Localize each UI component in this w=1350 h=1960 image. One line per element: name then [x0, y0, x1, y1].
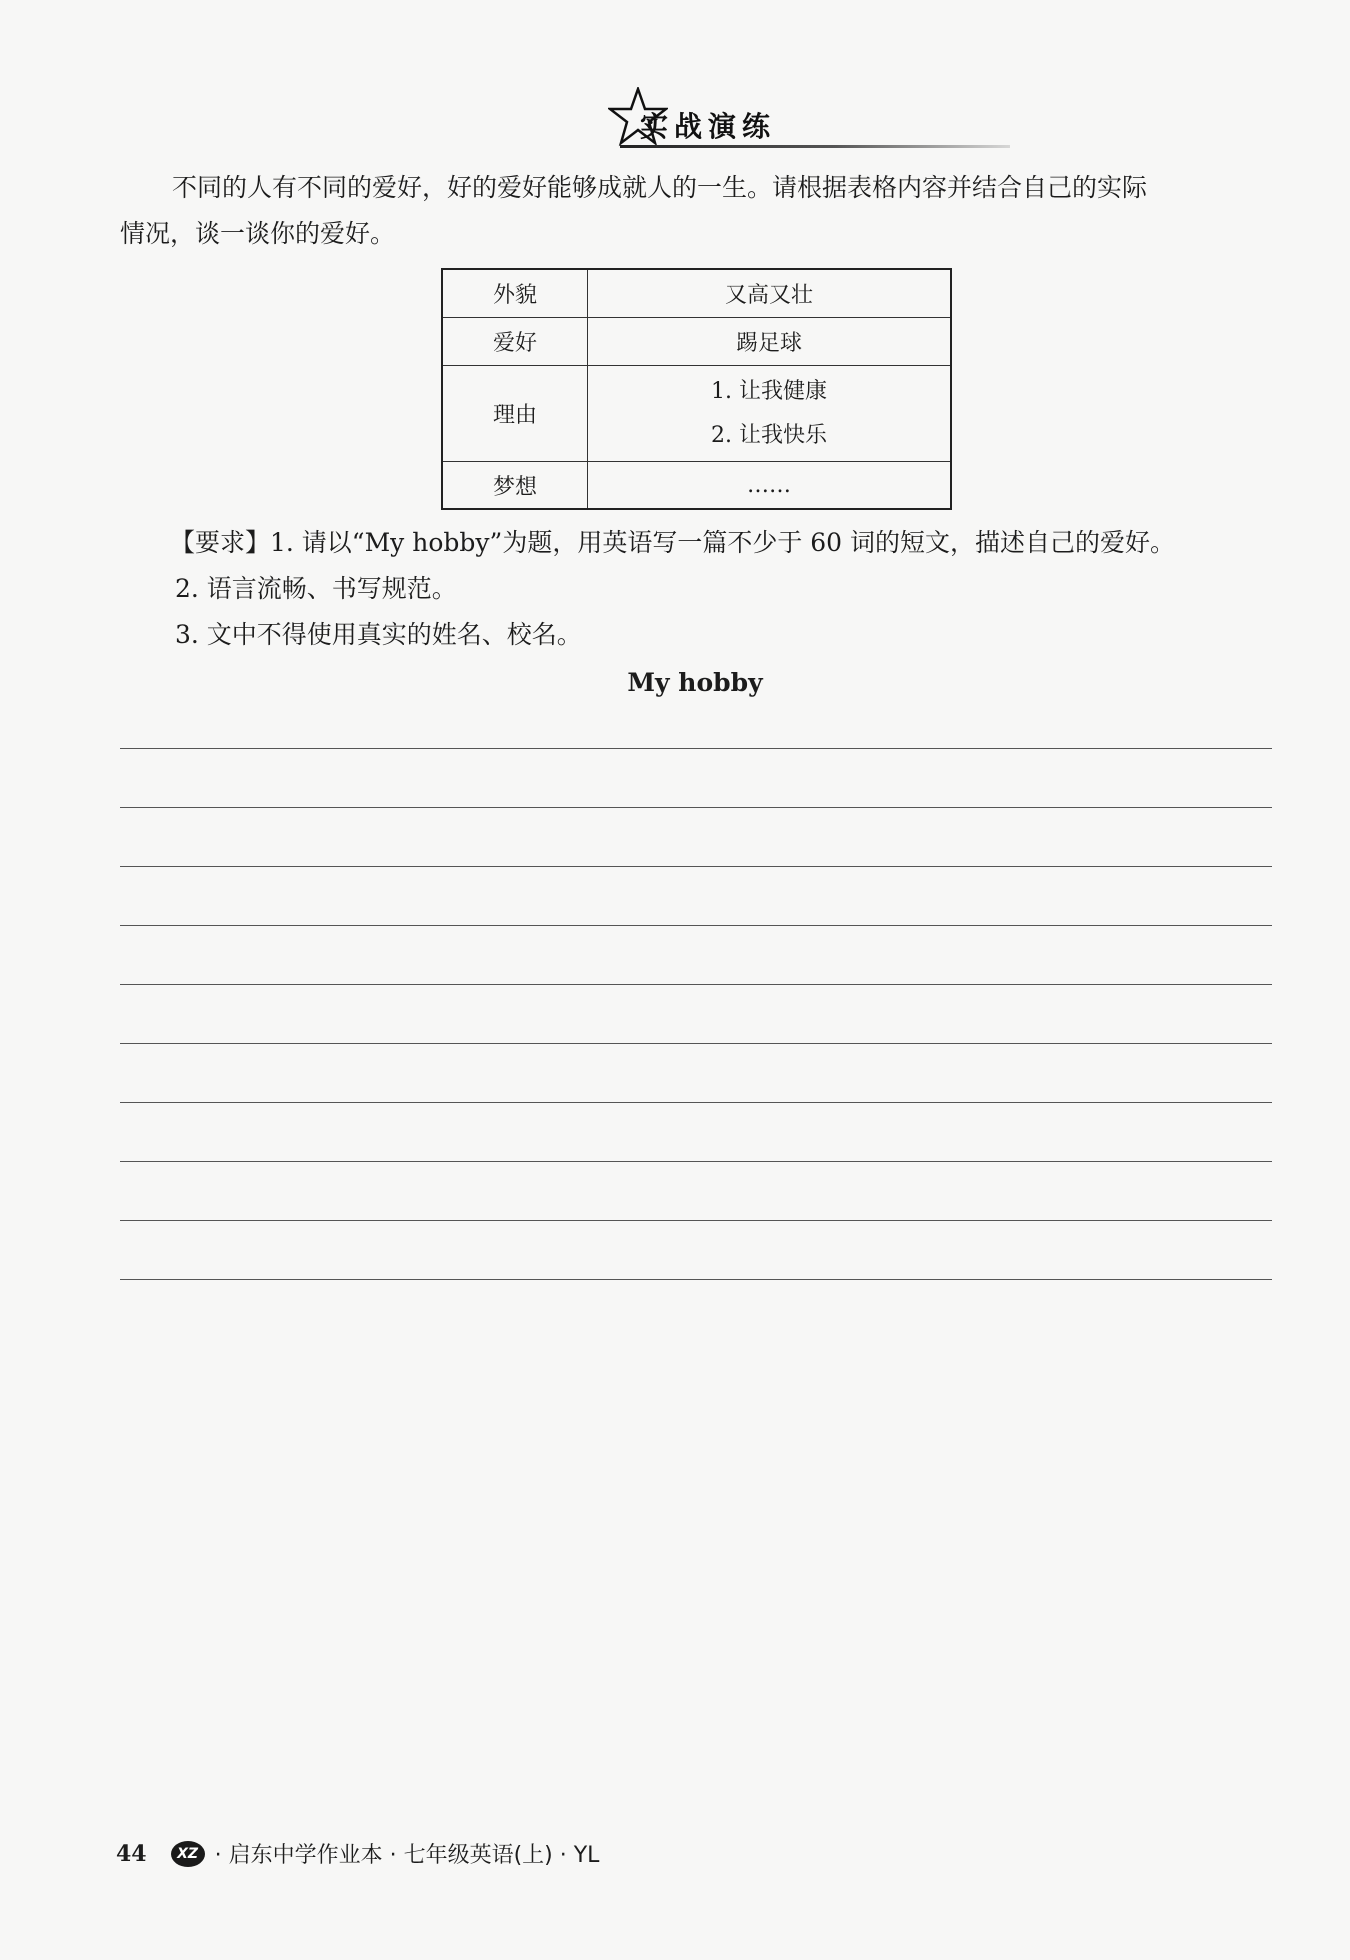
writing-line[interactable]	[120, 1102, 1272, 1103]
requirement-3: 3. 文中不得使用真实的姓名、校名。	[175, 620, 582, 649]
intro-line-1: 不同的人有不同的爱好，好的爱好能够成就人的一生。请根据表格内容并结合自己的实际	[172, 173, 1148, 202]
writing-line[interactable]	[120, 1279, 1272, 1280]
requirement-2: 2. 语言流畅、书写规范。	[175, 574, 457, 603]
intro-line-2: 情况，谈一谈你的爱好。	[120, 219, 396, 248]
writing-line[interactable]	[120, 807, 1272, 808]
intro-text	[120, 165, 1280, 257]
reason-2: 2. 让我快乐	[711, 422, 827, 448]
section-title: 实战演练	[640, 110, 777, 143]
row-label: 理由	[442, 366, 588, 462]
writing-lines[interactable]	[120, 748, 1272, 1338]
row-value-list	[588, 366, 952, 462]
row-label: 爱好	[442, 318, 588, 366]
row-label: 梦想	[442, 462, 588, 510]
requirement-1: 【要求】1. 请以“My hobby”为题，用英语写一篇不少于 60 词的短文，描述自己的爱好。	[170, 528, 1176, 557]
page-footer	[116, 1838, 599, 1869]
writing-line[interactable]	[120, 984, 1272, 985]
writing-line[interactable]	[120, 925, 1272, 926]
row-value: 又高又壮	[588, 269, 952, 318]
row-value: ……	[588, 462, 952, 510]
page-number: 44	[116, 1840, 147, 1867]
writing-line[interactable]	[120, 866, 1272, 867]
publisher-logo-icon: XZ	[171, 1841, 205, 1867]
heading-rule	[620, 145, 1010, 148]
table-row	[442, 462, 951, 510]
writing-line[interactable]	[120, 1043, 1272, 1044]
requirements	[160, 520, 1280, 658]
row-value: 踢足球	[588, 318, 952, 366]
writing-line[interactable]	[120, 1161, 1272, 1162]
footer-text: · 启东中学作业本 · 七年级英语(上) · YL	[214, 1843, 600, 1868]
table-row	[442, 318, 951, 366]
writing-line[interactable]	[120, 748, 1272, 749]
hobby-info-table	[441, 268, 952, 510]
row-label: 外貌	[442, 269, 588, 318]
table-row	[442, 269, 951, 318]
section-heading	[560, 85, 1000, 155]
writing-line[interactable]	[120, 1220, 1272, 1221]
reason-1: 1. 让我健康	[711, 378, 827, 404]
essay-title: My hobby	[627, 668, 763, 697]
table-row	[442, 366, 951, 462]
